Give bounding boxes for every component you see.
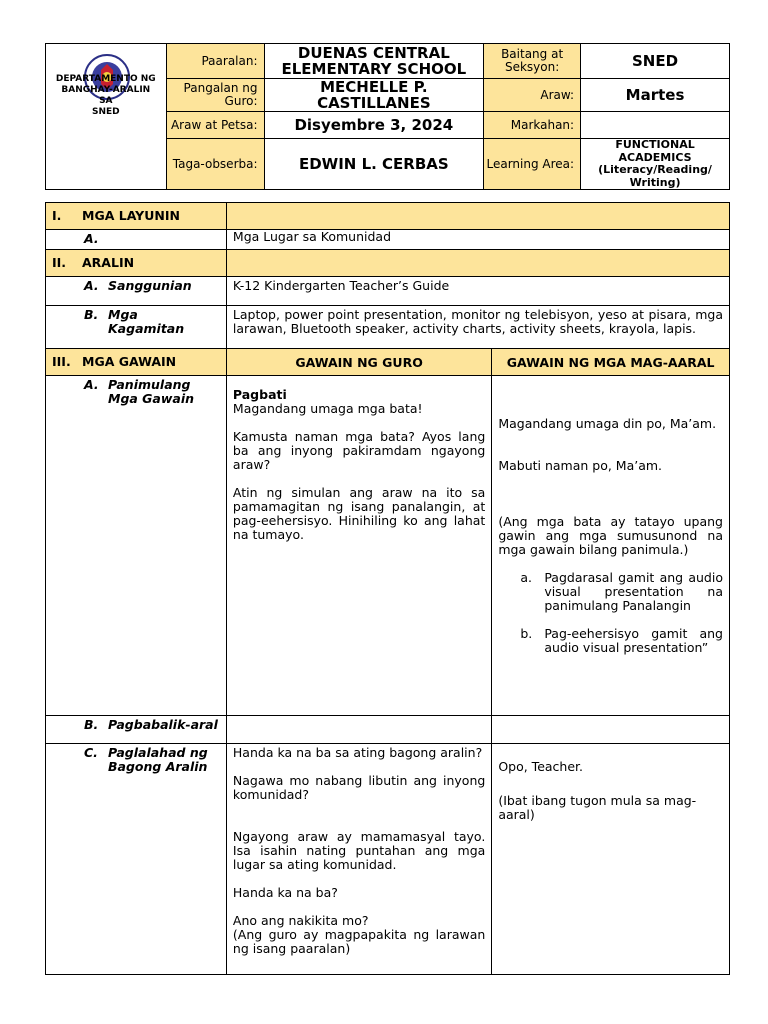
list-item-text: Pagdarasal gamit ang audio visual presentation na panimulang Panalangin	[544, 570, 723, 613]
sanggunian-letter: A.	[84, 278, 99, 293]
petsa-value: Disyembre 3, 2024	[264, 112, 484, 139]
learning-area-value: FUNCTIONAL ACADEMICS (Literacy/Reading/ Writing)	[581, 139, 730, 190]
list-item-marker: a.	[520, 570, 532, 585]
paglalahad-aaral-p1: Opo, Teacher.	[498, 759, 583, 774]
paglalahad-guro-p4: Handa ka na ba?	[232, 885, 338, 900]
panimula-aaral-p3: (Ang mga bata ay tatayo upang gawin ang mga sumusunond na mga gawain bilang panimula.)	[498, 514, 723, 557]
lesson-plan-table	[45, 202, 730, 975]
paglalahad-guro-p3: Ngayong araw ay mamamasyal tayo. Isa isahin nating puntahan ang mga lugar sa ating komunidad.	[232, 829, 486, 872]
pagbabalik-label: Pagbabalik-aral	[108, 717, 218, 732]
kagamitan-letter: B.	[84, 307, 99, 322]
list-item	[520, 571, 723, 613]
learning-area-label: Learning Area:	[484, 139, 581, 190]
paaralan-value: DUENAS CENTRAL ELEMENTARY SCHOOL	[264, 44, 484, 79]
deped-seal-cell	[46, 44, 167, 190]
layunin-heading-fill	[226, 203, 729, 230]
araw-label: Araw:	[484, 79, 581, 112]
panimula-aaral	[492, 376, 730, 716]
aralin-heading	[46, 250, 227, 277]
pagbabalik-letter: B.	[84, 717, 99, 732]
petsa-label: Araw at Petsa:	[166, 112, 264, 139]
col-gawain-guro: GAWAIN NG GURO	[226, 349, 491, 376]
seal-text: DEPARTAMENTO NG BANGHAY-ARALIN SA SNED	[55, 74, 156, 117]
panimula-letter: A.	[84, 377, 99, 392]
sanggunian-cell	[46, 277, 227, 306]
layunin-num: I.	[52, 208, 62, 223]
pagbati-heading: Pagbati	[232, 387, 287, 402]
layunin-title: MGA LAYUNIN	[82, 208, 180, 223]
paglalahad-aaral-p2: (Ibat ibang tugon mula sa mag-aaral)	[498, 793, 697, 822]
paglalahad-letter: C.	[84, 745, 98, 760]
pagbabalik-aaral	[492, 716, 730, 744]
tagaobserba-value: EDWIN L. CERBAS	[264, 139, 484, 190]
layunin-a-value: Mga Lugar sa Komunidad	[226, 230, 729, 250]
guro-value: MECHELLE P. CASTILLANES	[264, 79, 484, 112]
kagamitan-cell	[46, 306, 227, 349]
paglalahad-guro	[226, 744, 491, 975]
guro-label: Pangalan ng Guro:	[166, 79, 264, 112]
paglalahad-cell	[46, 744, 227, 975]
col-gawain-aaral: GAWAIN NG MGA MAG-AARAL	[492, 349, 730, 376]
pagbabalik-guro	[226, 716, 491, 744]
gawain-num: III.	[52, 354, 71, 369]
list-item-marker: b.	[520, 626, 533, 641]
baitang-value: SNED	[581, 44, 730, 79]
markahan-label: Markahan:	[484, 112, 581, 139]
paglalahad-aaral	[492, 744, 730, 975]
panimula-cell	[46, 376, 227, 716]
markahan-value	[581, 112, 730, 139]
tagaobserba-label: Taga-obserba:	[166, 139, 264, 190]
baitang-label: Baitang at Seksyon:	[484, 44, 581, 79]
header-table	[45, 43, 730, 190]
araw-value: Martes	[581, 79, 730, 112]
aralin-num: II.	[52, 255, 67, 270]
gawain-title: MGA GAWAIN	[82, 354, 177, 369]
sanggunian-label: Sanggunian	[108, 278, 192, 293]
list-item-text: Pag-eehersisyo gamit ang audio visual presentation”	[544, 626, 723, 655]
gawain-heading	[46, 349, 227, 376]
paglalahad-guro-p6: (Ang guro ay magpapakita ng larawan ng isang paaralan)	[232, 927, 486, 956]
paaralan-label: Paaralan:	[166, 44, 264, 79]
paglalahad-guro-p5: Ano ang nakikita mo?	[232, 913, 369, 928]
paglalahad-label: Paglalahad ng Bagong Aralin	[108, 745, 208, 774]
panimula-guro	[226, 376, 491, 716]
layunin-heading	[46, 203, 227, 230]
panimula-label: Panimulang Mga Gawain	[108, 377, 195, 406]
panimula-aaral-p1: Magandang umaga din po, Ma’am.	[498, 416, 717, 431]
aralin-title: ARALIN	[82, 255, 135, 270]
sanggunian-value: K-12 Kindergarten Teacher’s Guide	[226, 277, 729, 306]
panimula-guro-p2: Kamusta naman mga bata? Ayos lang ba ang inyong pakiramdam ngayong araw?	[232, 429, 486, 472]
layunin-a-letter: A.	[84, 231, 99, 246]
panimula-guro-p3: Atin ng simulan ang araw na ito sa pamamagitan ng isang panalangin, at pag-eehersisyo. Hinihiling ko ang lahat na tumayo.	[232, 485, 486, 542]
panimula-aaral-p2: Mabuti naman po, Ma’am.	[498, 458, 663, 473]
layunin-a-cell	[46, 230, 227, 250]
kagamitan-label: Mga Kagamitan	[108, 307, 185, 336]
kagamitan-value: Laptop, power point presentation, monitor ng telebisyon, yeso at pisara, mga larawan, Bluetooth speaker, activity charts, activity sheets, krayola, lapis.	[226, 306, 729, 349]
paglalahad-guro-p1: Handa ka na ba sa ating bagong aralin?	[232, 745, 483, 760]
list-item	[520, 627, 723, 655]
paglalahad-guro-p2: Nagawa mo nabang libutin ang inyong komunidad?	[232, 773, 486, 802]
aralin-heading-fill	[226, 250, 729, 277]
panimula-guro-p1: Magandang umaga mga bata!	[232, 401, 423, 416]
pagbabalik-cell	[46, 716, 227, 744]
